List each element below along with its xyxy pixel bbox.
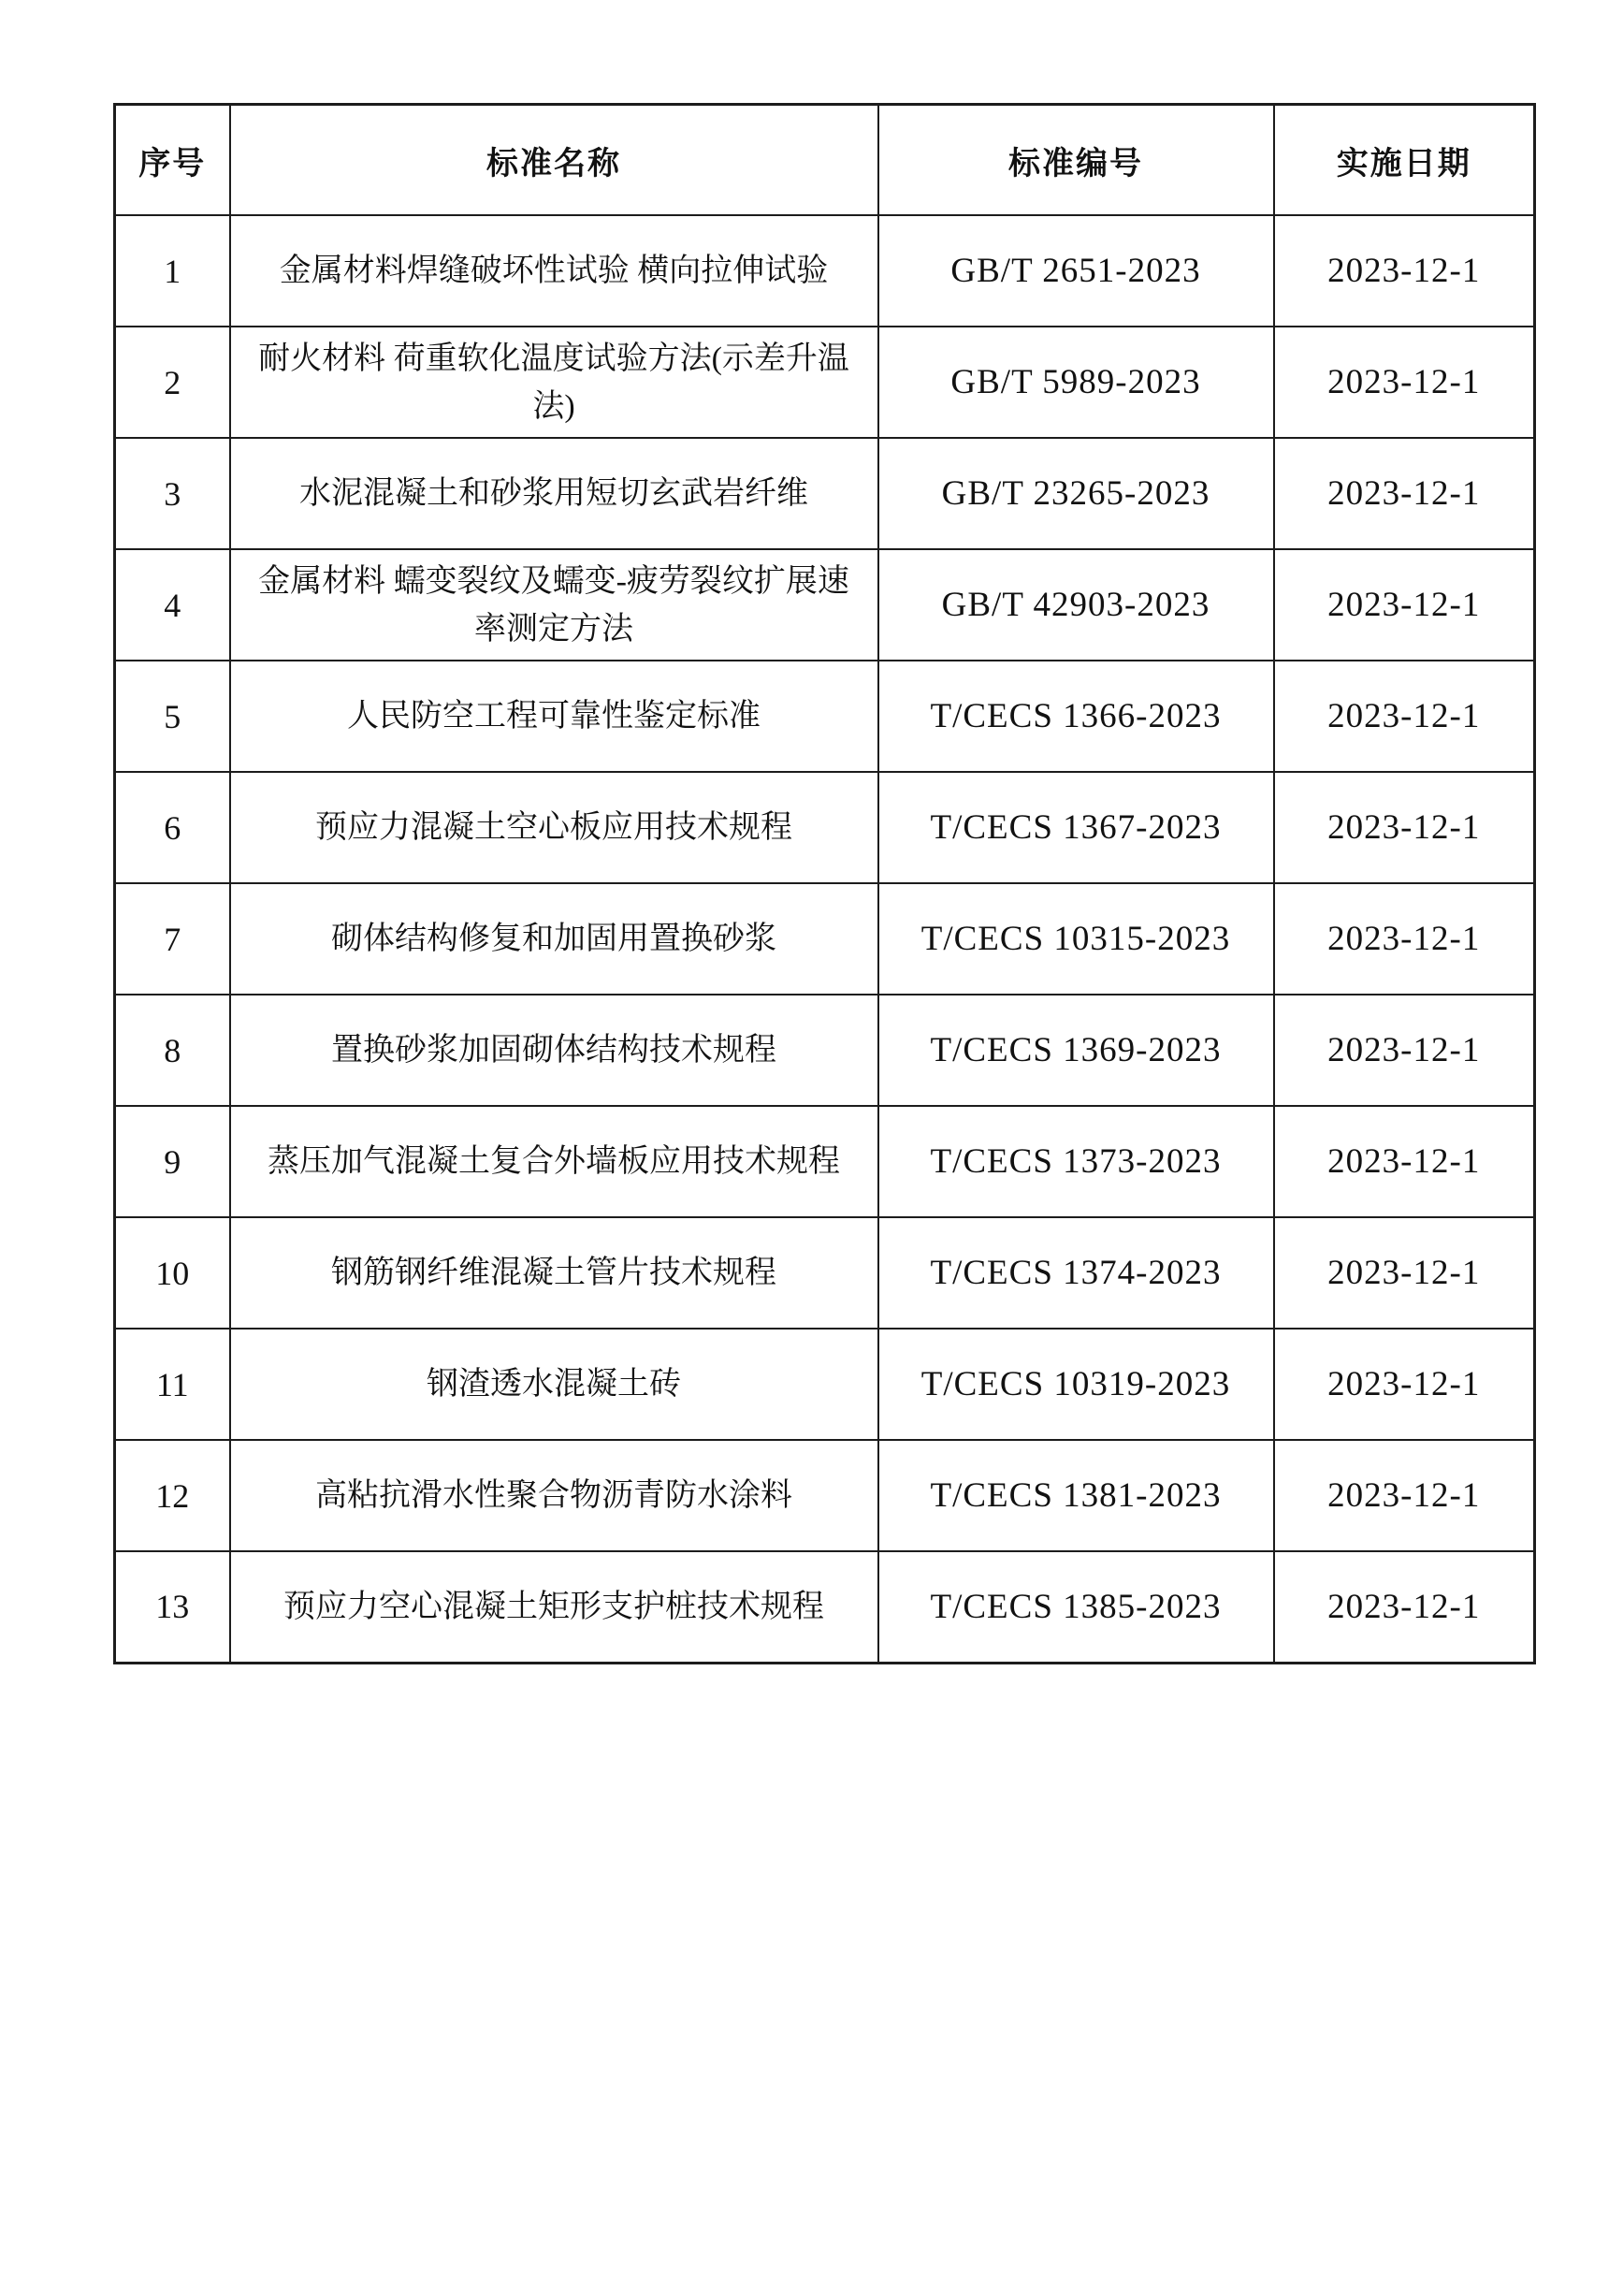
cell-index: 10	[115, 1217, 230, 1329]
cell-standard-code: T/CECS 10319-2023	[878, 1329, 1274, 1440]
cell-standard-code: T/CECS 10315-2023	[878, 883, 1274, 995]
table-row	[115, 327, 1535, 438]
cell-implementation-date: 2023-12-1	[1274, 438, 1535, 549]
cell-standard-name: 钢筋钢纤维混凝土管片技术规程	[230, 1217, 878, 1329]
cell-standard-name: 砌体结构修复和加固用置换砂浆	[230, 883, 878, 995]
cell-standard-name: 金属材料焊缝破坏性试验 横向拉伸试验	[230, 215, 878, 327]
cell-implementation-date: 2023-12-1	[1274, 1440, 1535, 1551]
cell-implementation-date: 2023-12-1	[1274, 1217, 1535, 1329]
cell-standard-code: T/CECS 1374-2023	[878, 1217, 1274, 1329]
table-row	[115, 995, 1535, 1106]
table-row	[115, 1440, 1535, 1551]
cell-implementation-date: 2023-12-1	[1274, 1329, 1535, 1440]
cell-standard-code: GB/T 5989-2023	[878, 327, 1274, 438]
header-row	[115, 105, 1535, 216]
table-row	[115, 1217, 1535, 1329]
cell-implementation-date: 2023-12-1	[1274, 772, 1535, 883]
cell-standard-code: T/CECS 1366-2023	[878, 661, 1274, 772]
cell-standard-code: T/CECS 1367-2023	[878, 772, 1274, 883]
table-header	[115, 105, 1535, 216]
cell-index: 11	[115, 1329, 230, 1440]
col-header-index: 序号	[115, 105, 230, 216]
cell-implementation-date: 2023-12-1	[1274, 549, 1535, 661]
cell-index: 7	[115, 883, 230, 995]
cell-index: 4	[115, 549, 230, 661]
cell-standard-code: GB/T 2651-2023	[878, 215, 1274, 327]
cell-implementation-date: 2023-12-1	[1274, 661, 1535, 772]
cell-standard-name: 蒸压加气混凝土复合外墙板应用技术规程	[230, 1106, 878, 1217]
cell-standard-name: 预应力混凝土空心板应用技术规程	[230, 772, 878, 883]
col-header-date: 实施日期	[1274, 105, 1535, 216]
table-row	[115, 883, 1535, 995]
cell-standard-name: 预应力空心混凝土矩形支护桩技术规程	[230, 1551, 878, 1663]
cell-implementation-date: 2023-12-1	[1274, 327, 1535, 438]
table-row	[115, 549, 1535, 661]
cell-standard-code: T/CECS 1369-2023	[878, 995, 1274, 1106]
cell-implementation-date: 2023-12-1	[1274, 995, 1535, 1106]
col-header-name: 标准名称	[230, 105, 878, 216]
table-body	[115, 215, 1535, 1663]
table-row	[115, 661, 1535, 772]
cell-index: 13	[115, 1551, 230, 1663]
cell-standard-code: T/CECS 1373-2023	[878, 1106, 1274, 1217]
col-header-code: 标准编号	[878, 105, 1274, 216]
table-row	[115, 1329, 1535, 1440]
cell-standard-code: GB/T 23265-2023	[878, 438, 1274, 549]
cell-standard-name: 置换砂浆加固砌体结构技术规程	[230, 995, 878, 1106]
cell-index: 2	[115, 327, 230, 438]
cell-standard-code: GB/T 42903-2023	[878, 549, 1274, 661]
table-row	[115, 215, 1535, 327]
cell-index: 3	[115, 438, 230, 549]
table-row	[115, 1551, 1535, 1663]
cell-standard-name: 人民防空工程可靠性鉴定标准	[230, 661, 878, 772]
cell-index: 12	[115, 1440, 230, 1551]
cell-index: 8	[115, 995, 230, 1106]
cell-standard-name: 钢渣透水混凝土砖	[230, 1329, 878, 1440]
cell-implementation-date: 2023-12-1	[1274, 883, 1535, 995]
cell-standard-name: 金属材料 蠕变裂纹及蠕变-疲劳裂纹扩展速率测定方法	[230, 549, 878, 661]
cell-standard-code: T/CECS 1385-2023	[878, 1551, 1274, 1663]
cell-standard-name: 耐火材料 荷重软化温度试验方法(示差升温法)	[230, 327, 878, 438]
cell-index: 5	[115, 661, 230, 772]
cell-index: 6	[115, 772, 230, 883]
cell-standard-name: 高粘抗滑水性聚合物沥青防水涂料	[230, 1440, 878, 1551]
cell-implementation-date: 2023-12-1	[1274, 1551, 1535, 1663]
table-row	[115, 438, 1535, 549]
cell-standard-code: T/CECS 1381-2023	[878, 1440, 1274, 1551]
cell-implementation-date: 2023-12-1	[1274, 1106, 1535, 1217]
cell-standard-name: 水泥混凝土和砂浆用短切玄武岩纤维	[230, 438, 878, 549]
standards-table	[113, 103, 1536, 1664]
cell-implementation-date: 2023-12-1	[1274, 215, 1535, 327]
cell-index: 9	[115, 1106, 230, 1217]
table-row	[115, 1106, 1535, 1217]
table-row	[115, 772, 1535, 883]
cell-index: 1	[115, 215, 230, 327]
